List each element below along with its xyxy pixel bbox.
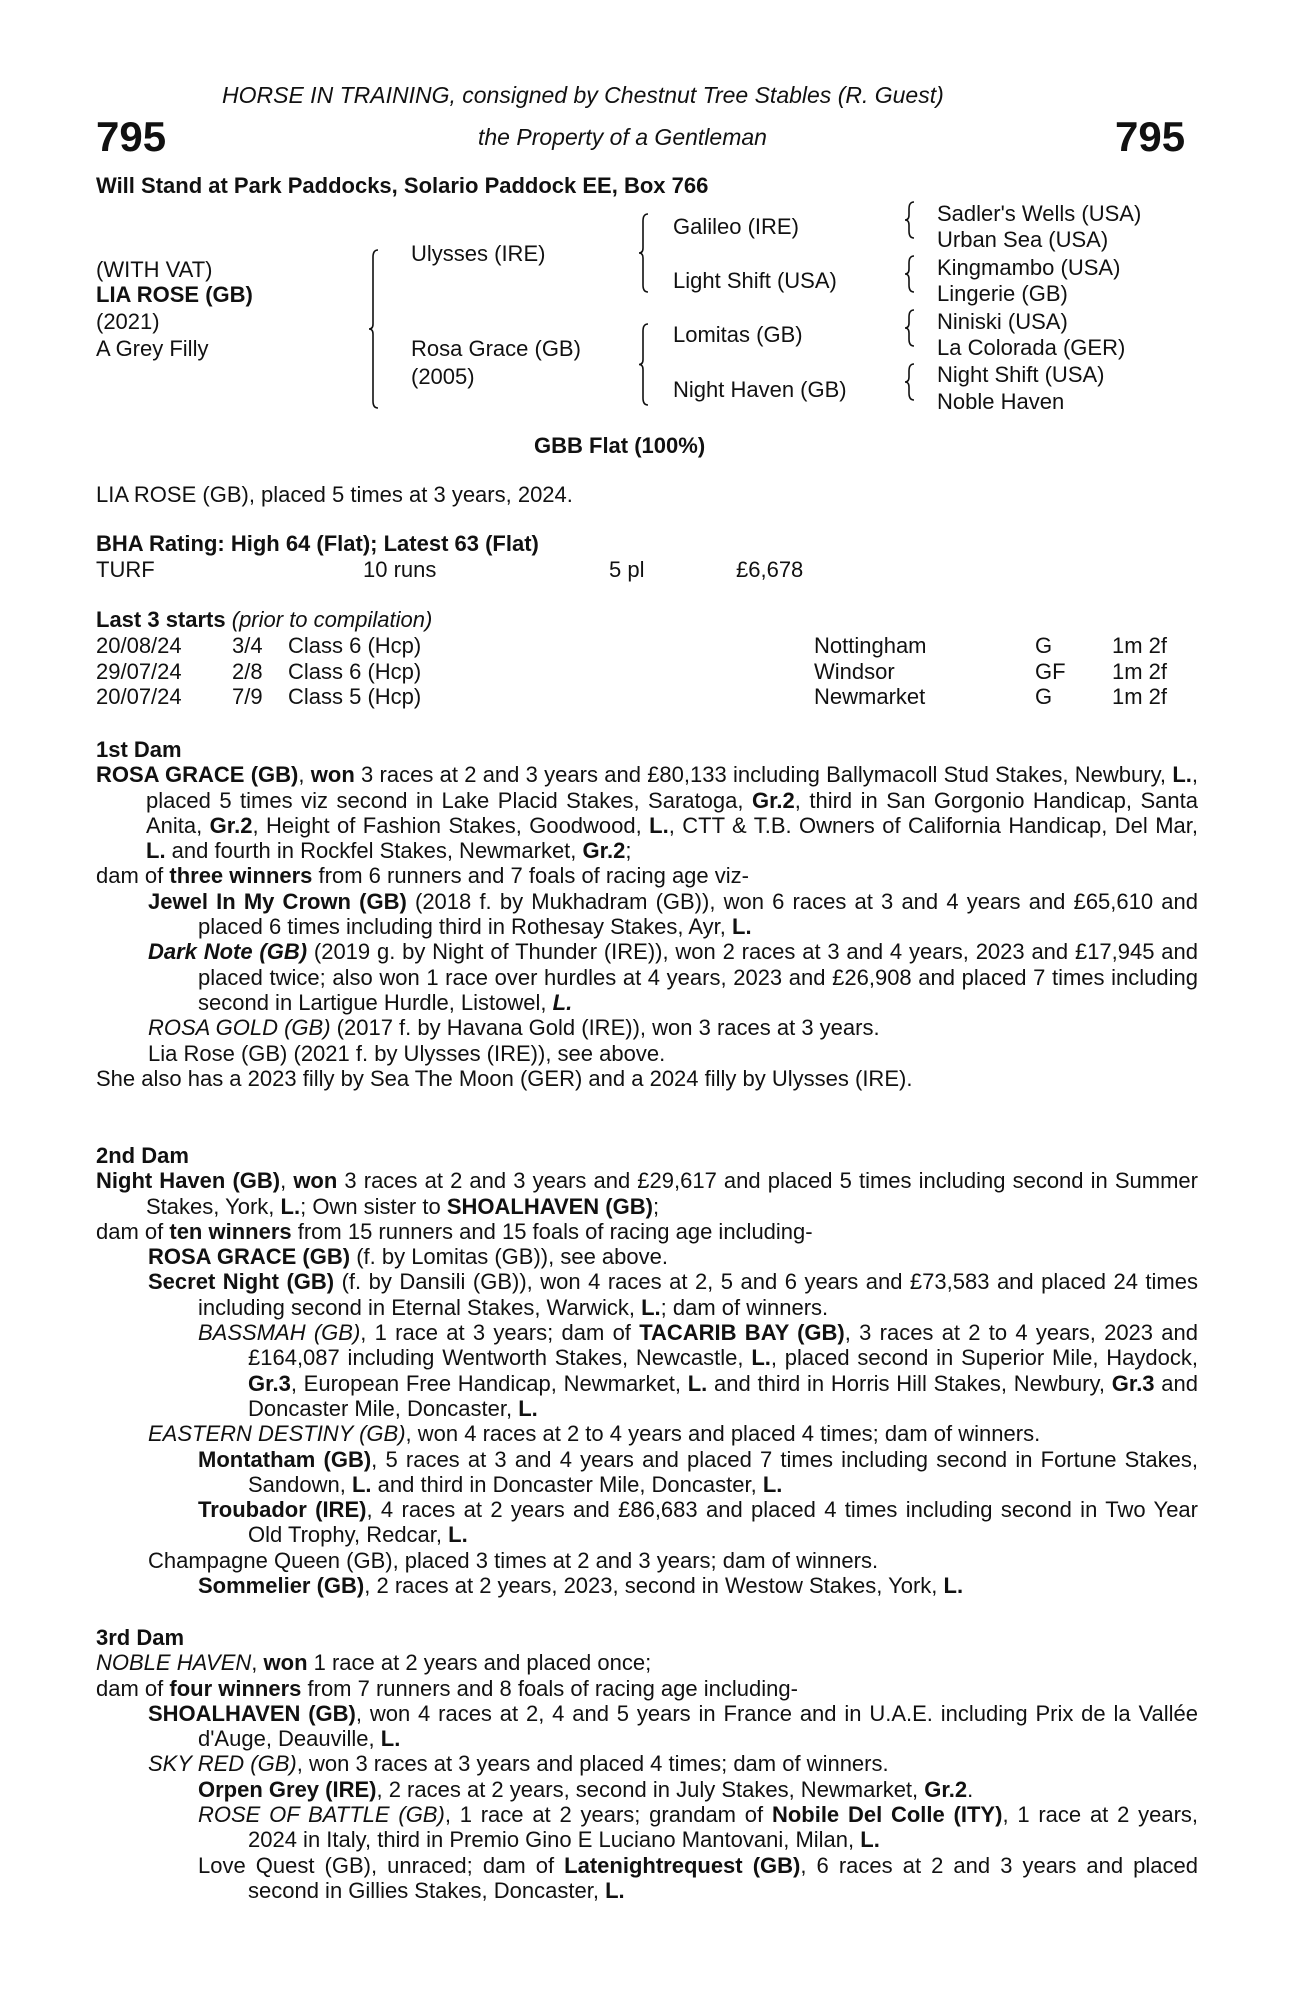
dam-section xyxy=(96,737,1198,1091)
section-heading: 2nd Dam xyxy=(96,1143,189,1168)
progeny-entry xyxy=(96,762,1198,863)
entry-text: , 1 race at 2 years; grandam of xyxy=(444,1802,772,1828)
emphasis-text: ROSA GOLD (GB) xyxy=(148,1015,331,1041)
progeny-entry xyxy=(96,1751,1198,1776)
race-pos: 7/9 xyxy=(232,684,263,709)
entry-text: , placed second in Superior Mile, Haydock, xyxy=(770,1345,1198,1371)
emphasis-text: L. xyxy=(943,1573,964,1599)
race-dist: 1m 2f xyxy=(1112,684,1168,709)
emphasis-text: ten winners xyxy=(169,1218,292,1244)
entry-text: , won 4 races at 2, 4 and 5 years in France and in U.A.E. including Prix de la Vallée d'Auge, Deauville, xyxy=(198,1700,1198,1752)
emphasis-text: L. xyxy=(1172,762,1192,788)
entry-text: dam of xyxy=(96,1218,170,1244)
entry-text: from 7 runners and 8 foals of racing age including- xyxy=(301,1675,798,1701)
great-grandparent: Urban Sea (USA) xyxy=(937,227,1109,252)
great-grandparent: Lingerie (GB) xyxy=(937,281,1068,306)
emphasis-text: ROSE OF BATTLE (GB) xyxy=(198,1802,445,1828)
entry-text: Champagne Queen (GB), placed 3 times at 2 and 3 years; dam of winners. xyxy=(148,1547,879,1573)
record-surface: TURF xyxy=(96,557,155,582)
emphasis-text: L. xyxy=(751,1345,771,1371)
grandparent: Light Shift (USA) xyxy=(673,268,837,293)
progeny-entry xyxy=(96,863,1198,888)
record-earnings: £6,678 xyxy=(736,557,804,582)
entry-text: , 2 races at 2 years, 2023, second in Westow Stakes, York, xyxy=(364,1573,944,1599)
entry-text: , 4 races at 2 years and £86,683 and placed 4 times including second in Two Year Old Trophy, Redcar, xyxy=(248,1497,1198,1548)
entry-text: , xyxy=(280,1168,294,1194)
emphasis-text: Sommelier (GB) xyxy=(198,1573,365,1599)
entry-text: , 3 races at 2 to 4 years, 2023 and £164,087 including Wentworth Stakes, Newcastle, xyxy=(248,1320,1199,1371)
progeny-entry xyxy=(96,1320,1198,1421)
dam-section xyxy=(96,1625,1198,1903)
entry-text: , 5 races at 3 and 4 years and placed 7 times including second in Fortune Stakes, Sandown, xyxy=(248,1446,1199,1497)
entry-text: , won 3 races at 3 years and placed 4 times; dam of winners. xyxy=(296,1751,889,1777)
emphasis-text: L. xyxy=(687,1370,708,1396)
emphasis-text: Gr.3 xyxy=(248,1370,291,1396)
great-grandparent: Noble Haven xyxy=(937,389,1065,414)
entry-text: 1 race at 2 years and placed once; xyxy=(307,1650,652,1676)
emphasis-text: TACARIB BAY (GB) xyxy=(639,1320,845,1346)
emphasis-text: SHOALHAVEN (GB) xyxy=(446,1193,653,1219)
race-date: 20/07/24 xyxy=(96,684,182,709)
emphasis-text: L. xyxy=(146,838,166,864)
progeny-entry xyxy=(96,1853,1198,1904)
progeny-entry xyxy=(96,939,1198,1015)
section-heading: 3rd Dam xyxy=(96,1625,185,1650)
entry-text: Love Quest (GB), unraced; dam of xyxy=(198,1852,565,1878)
entry-text: She also has a 2023 filly by Sea The Moon (GER) and a 2024 filly by Ulysses (IRE). xyxy=(96,1065,913,1091)
entry-text: ; dam of winners. xyxy=(660,1294,829,1320)
entry-text: , 1 race at 3 years; dam of xyxy=(360,1320,640,1346)
entry-text: from 15 runners and 15 foals of racing age including- xyxy=(291,1218,813,1244)
entry-text: ; Own sister to xyxy=(300,1193,447,1219)
dam-year: (2005) xyxy=(411,364,475,389)
vat-note: (WITH VAT) xyxy=(96,257,213,282)
race-going: G xyxy=(1035,684,1053,709)
pedigree-bracket xyxy=(369,250,378,408)
breeding-note: GBB Flat (100%) xyxy=(534,433,706,458)
entry-text: Lia Rose (GB) (2021 f. by Ulysses (IRE)), see above. xyxy=(148,1040,666,1066)
progeny-entry xyxy=(96,1701,1198,1752)
emphasis-text: Gr.3 xyxy=(1111,1370,1155,1396)
sire: Ulysses (IRE) xyxy=(411,241,546,266)
emphasis-text: Gr.2 xyxy=(924,1776,968,1802)
entry-text: (2019 g. by Night of Thunder (IRE)), won 2 races at 3 and 4 years, 2023 and £17,945 and placed twice; also won 1 race over hurdles at 4 years, 2023 and £26,908 and placed 7 times including second in Lartigue Hurdle, Listowel, xyxy=(198,939,1198,1015)
entry-text: 3 races at 2 and 3 years and £29,617 and placed 5 times including second in Summer Stakes, York, xyxy=(146,1168,1198,1219)
emphasis-text: Gr.2 xyxy=(209,812,253,838)
emphasis-text: three winners xyxy=(169,863,313,889)
emphasis-text: Dark Note (GB) xyxy=(148,939,308,965)
great-grandparent: Night Shift (USA) xyxy=(937,362,1105,387)
pedigree-bracket xyxy=(905,256,914,292)
entry-text: . xyxy=(967,1776,974,1802)
race-course: Nottingham xyxy=(814,633,927,658)
race-class: Class 6 (Hcp) xyxy=(288,633,422,658)
entry-text: and third in Doncaster Mile, Doncaster, xyxy=(371,1471,763,1497)
emphasis-text: SKY RED (GB) xyxy=(148,1751,297,1777)
emphasis-text: NOBLE HAVEN xyxy=(96,1650,252,1676)
entry-text: (f. by Lomitas (GB)), see above. xyxy=(350,1244,668,1270)
emphasis-text: Montatham (GB) xyxy=(198,1446,372,1472)
record-placed: 5 pl xyxy=(609,557,645,582)
race-dist: 1m 2f xyxy=(1112,633,1168,658)
emphasis-text: won xyxy=(263,1650,308,1676)
horse-year: (2021) xyxy=(96,309,160,334)
emphasis-text: L. xyxy=(605,1877,625,1903)
emphasis-text: Gr.2 xyxy=(582,838,626,864)
progeny-entry xyxy=(96,1676,1198,1701)
emphasis-text: Latenightrequest (GB) xyxy=(564,1852,801,1878)
emphasis-text: SHOALHAVEN (GB) xyxy=(148,1700,356,1726)
entry-text: , xyxy=(251,1650,264,1676)
entry-text: , Height of Fashion Stakes, Goodwood, xyxy=(252,812,650,838)
emphasis-text: won xyxy=(310,762,355,788)
emphasis-text: BASSMAH (GB) xyxy=(198,1320,361,1346)
emphasis-text: L. xyxy=(649,812,669,838)
entry-text: from 6 runners and 7 foals of racing age viz- xyxy=(312,863,749,889)
entry-text: dam of xyxy=(96,1675,170,1701)
emphasis-text: L. xyxy=(732,914,752,940)
pedigree-bracket xyxy=(905,310,914,346)
entry-text: , placed 5 times viz second in Lake Placid Stakes, Saratoga, xyxy=(146,762,1198,813)
pedigree-bracket xyxy=(905,202,914,238)
entry-text: , European Free Handicap, Newmarket, xyxy=(290,1370,688,1396)
progeny-entry xyxy=(96,1219,1198,1244)
great-grandparent: Sadler's Wells (USA) xyxy=(937,201,1142,226)
entry-text: and Doncaster Mile, Doncaster, xyxy=(248,1370,1198,1421)
entry-text: (f. by Dansili (GB)), won 4 races at 2, 5 and 6 years and £73,583 and placed 24 times including second in Eternal Stakes, Warwick, xyxy=(198,1269,1198,1320)
entry-text: , 2 races at 2 years, second in July Stakes, Newmarket, xyxy=(376,1776,925,1802)
race-going: GF xyxy=(1035,658,1066,684)
grandparent: Night Haven (GB) xyxy=(673,377,847,402)
emphasis-text: Night Haven (GB) xyxy=(96,1168,281,1194)
bha-rating: BHA Rating: High 64 (Flat); Latest 63 (Flat) xyxy=(96,531,539,556)
progeny-entry xyxy=(96,1421,1198,1446)
stabling-location: Will Stand at Park Paddocks, Solario Paddock EE, Box 766 xyxy=(96,173,709,198)
dam: Rosa Grace (GB) xyxy=(411,336,581,361)
progeny-entry xyxy=(96,1573,1198,1598)
progeny-entry xyxy=(96,1244,1198,1269)
great-grandparent: La Colorada (GER) xyxy=(937,335,1126,360)
race-pos: 2/8 xyxy=(232,658,263,684)
entry-text: , won 4 races at 2 to 4 years and placed 4 times; dam of winners. xyxy=(405,1421,1041,1447)
property-line: the Property of a Gentleman xyxy=(478,124,767,150)
progeny-entry xyxy=(96,1650,1198,1675)
entry-text: (2017 f. by Havana Gold (IRE)), won 3 races at 3 years. xyxy=(330,1015,880,1041)
lot-number-right: 795 xyxy=(1115,113,1186,160)
emphasis-text: L. xyxy=(351,1471,372,1497)
consignment-line: HORSE IN TRAINING, consigned by Chestnut Tree Stables (R. Guest) xyxy=(222,82,944,108)
emphasis-text: L. xyxy=(448,1522,468,1548)
race-pos: 3/4 xyxy=(232,633,263,658)
emphasis-text: L. xyxy=(762,1471,783,1497)
last-starts-note: (prior to compilation) xyxy=(231,607,433,632)
race-going: G xyxy=(1035,633,1053,658)
entry-text: 3 races at 2 and 3 years and £80,133 including Ballymacoll Stud Stakes, Newbury, xyxy=(354,762,1173,788)
entry-text: , CTT & T.B. Owners of California Handicap, Del Mar, xyxy=(668,812,1198,838)
horse-name: LIA ROSE (GB) xyxy=(96,282,253,307)
race-summary: LIA ROSE (GB), placed 5 times at 3 years, 2024. xyxy=(96,482,573,507)
entry-text: dam of xyxy=(96,863,170,889)
race-class: Class 6 (Hcp) xyxy=(288,658,422,684)
record-runs: 10 runs xyxy=(363,557,437,582)
entry-text: , third in San Gorgonio Handicap, Santa Anita, xyxy=(146,787,1198,838)
last-starts-heading xyxy=(96,609,432,631)
section-heading: 1st Dam xyxy=(96,737,182,762)
emphasis-text: won xyxy=(293,1168,338,1194)
great-grandparent: Niniski (USA) xyxy=(937,309,1068,334)
great-grandparent: Kingmambo (USA) xyxy=(937,255,1121,280)
pedigree-bracket xyxy=(905,364,914,400)
race-course: Windsor xyxy=(814,658,895,684)
entry-text: ; xyxy=(625,838,632,864)
progeny-entry xyxy=(96,1041,1198,1066)
progeny-entry xyxy=(96,1168,1198,1219)
progeny-entry xyxy=(96,1548,1198,1573)
progeny-entry xyxy=(96,1447,1198,1498)
emphasis-text: L. xyxy=(641,1294,661,1320)
progeny-entry xyxy=(96,1269,1198,1320)
emphasis-text: L. xyxy=(860,1827,880,1853)
emphasis-text: Jewel In My Crown (GB) xyxy=(148,888,407,914)
horse-description: A Grey Filly xyxy=(96,336,209,361)
emphasis-text: Troubador (IRE) xyxy=(198,1497,367,1523)
race-dist: 1m 2f xyxy=(1112,658,1168,684)
entry-text: , 6 races at 2 and 3 years and placed second in Gillies Stakes, Doncaster, xyxy=(248,1852,1198,1903)
last-starts-title: Last 3 starts xyxy=(96,607,226,632)
entry-text: , 1 race at 2 years, 2024 in Italy, third in Premio Gino E Luciano Mantovani, Milan, xyxy=(248,1802,1199,1853)
dam-section xyxy=(96,1143,1198,1598)
emphasis-text: ROSA GRACE (GB) xyxy=(96,762,299,788)
grandparent: Lomitas (GB) xyxy=(673,322,803,347)
lot-number-left: 795 xyxy=(96,113,167,160)
entry-text: (2018 f. by Mukhadram (GB)), won 6 races at 3 and 4 years and £65,610 and placed 6 times including third in Rothesay Stakes, Ayr, xyxy=(198,888,1198,940)
emphasis-text: four winners xyxy=(169,1675,302,1701)
emphasis-text: EASTERN DESTINY (GB) xyxy=(148,1421,406,1447)
race-class: Class 5 (Hcp) xyxy=(288,684,422,709)
emphasis-text: L. xyxy=(518,1395,538,1421)
progeny-entry xyxy=(96,1015,1198,1040)
entry-text: ; xyxy=(652,1193,660,1219)
entry-text: and third in Horris Hill Stakes, Newbury, xyxy=(707,1370,1112,1396)
pedigree-bracket xyxy=(639,324,648,405)
race-date: 29/07/24 xyxy=(96,658,182,684)
entry-text: , xyxy=(298,762,311,788)
emphasis-text: L. xyxy=(380,1726,401,1752)
race-course: Newmarket xyxy=(814,684,926,709)
emphasis-text: ROSA GRACE (GB) xyxy=(148,1244,351,1270)
emphasis-text: Nobile Del Colle (ITY) xyxy=(771,1802,1003,1828)
emphasis-text: Secret Night (GB) xyxy=(148,1269,335,1295)
progeny-entry xyxy=(96,1066,1198,1091)
progeny-entry xyxy=(96,1777,1198,1802)
pedigree-bracket xyxy=(639,214,648,292)
progeny-entry xyxy=(96,1497,1198,1548)
emphasis-text: Gr.2 xyxy=(751,787,795,813)
emphasis-text: Orpen Grey (IRE) xyxy=(198,1776,377,1802)
entry-text: and fourth in Rockfel Stakes, Newmarket, xyxy=(165,838,583,864)
emphasis-text: L. xyxy=(552,989,573,1015)
race-date: 20/08/24 xyxy=(96,633,182,658)
progeny-entry xyxy=(96,889,1198,940)
progeny-entry xyxy=(96,1802,1198,1853)
emphasis-text: L. xyxy=(280,1193,301,1219)
grandparent: Galileo (IRE) xyxy=(673,214,799,239)
